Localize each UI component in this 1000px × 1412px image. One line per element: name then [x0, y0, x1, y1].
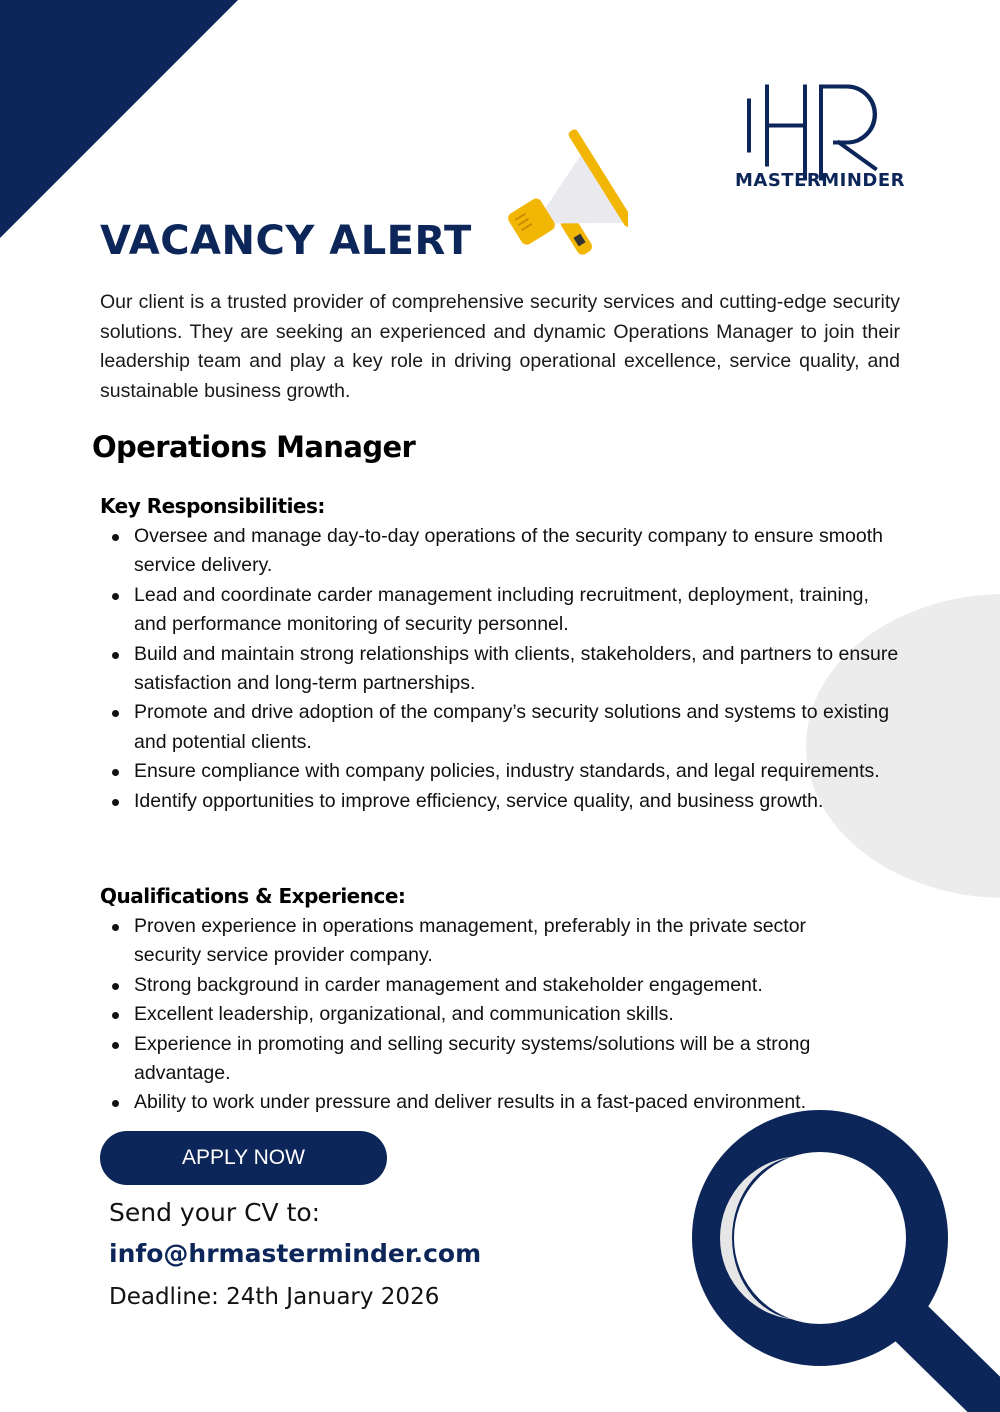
list-item: Experience in promoting and selling security systems/solutions will be a strong advantage.: [100, 1030, 860, 1089]
responsibilities-heading: Key Responsibilities:: [100, 494, 325, 518]
list-item: Promote and drive adoption of the company’s security solutions and systems to existing and potential clients.: [100, 698, 900, 757]
list-item: Oversee and manage day-to-day operations of the security company to ensure smooth service delivery.: [100, 522, 900, 581]
job-title: Operations Manager: [92, 430, 416, 464]
qualifications-list: [100, 912, 860, 1118]
list-item: Proven experience in operations management, preferably in the private sector security service provider company.: [100, 912, 860, 971]
vacancy-headline: VACANCY ALERT: [100, 218, 472, 264]
intro-paragraph: Our client is a trusted provider of comprehensive security services and cutting-edge security solutions. They are seeking an experienced and dynamic Operations Manager to join their leadership team and play a key role in driving operational excellence, service quality, and sustainable business growth.: [100, 291, 900, 402]
list-item: Strong background in carder management and stakeholder engagement.: [100, 971, 860, 1000]
brand-name: MASTERMINDER: [735, 170, 906, 191]
list-item: Excellent leadership, organizational, and communication skills.: [100, 1000, 860, 1029]
magnifying-glass-icon: [690, 1108, 1000, 1412]
responsibilities-section: [100, 494, 900, 816]
list-item: Ensure compliance with company policies, industry standards, and legal requirements.: [100, 757, 900, 786]
list-item: Build and maintain strong relationships with clients, stakeholders, and partners to ensure satisfaction and long-term partnerships.: [100, 640, 900, 699]
apply-now-button[interactable]: APPLY NOW: [100, 1131, 387, 1185]
responsibilities-list: [100, 522, 900, 816]
qualifications-heading: Qualifications & Experience:: [100, 884, 406, 908]
megaphone-icon: [488, 128, 628, 268]
list-item: Identify opportunities to improve efficiency, service quality, and business growth.: [100, 787, 900, 816]
contact-email-link[interactable]: info@hrmasterminder.com: [109, 1239, 482, 1268]
deadline-text: Deadline: 24th January 2026: [109, 1284, 440, 1310]
list-item: Ability to work under pressure and deliver results in a fast-paced environment.: [100, 1088, 860, 1117]
list-item: Lead and coordinate carder management including recruitment, deployment, training, and performance monitoring of security personnel.: [100, 581, 900, 640]
qualifications-section: [100, 884, 860, 1118]
corner-triangle-decoration: [0, 0, 240, 240]
send-cv-label: Send your CV to:: [109, 1198, 321, 1227]
